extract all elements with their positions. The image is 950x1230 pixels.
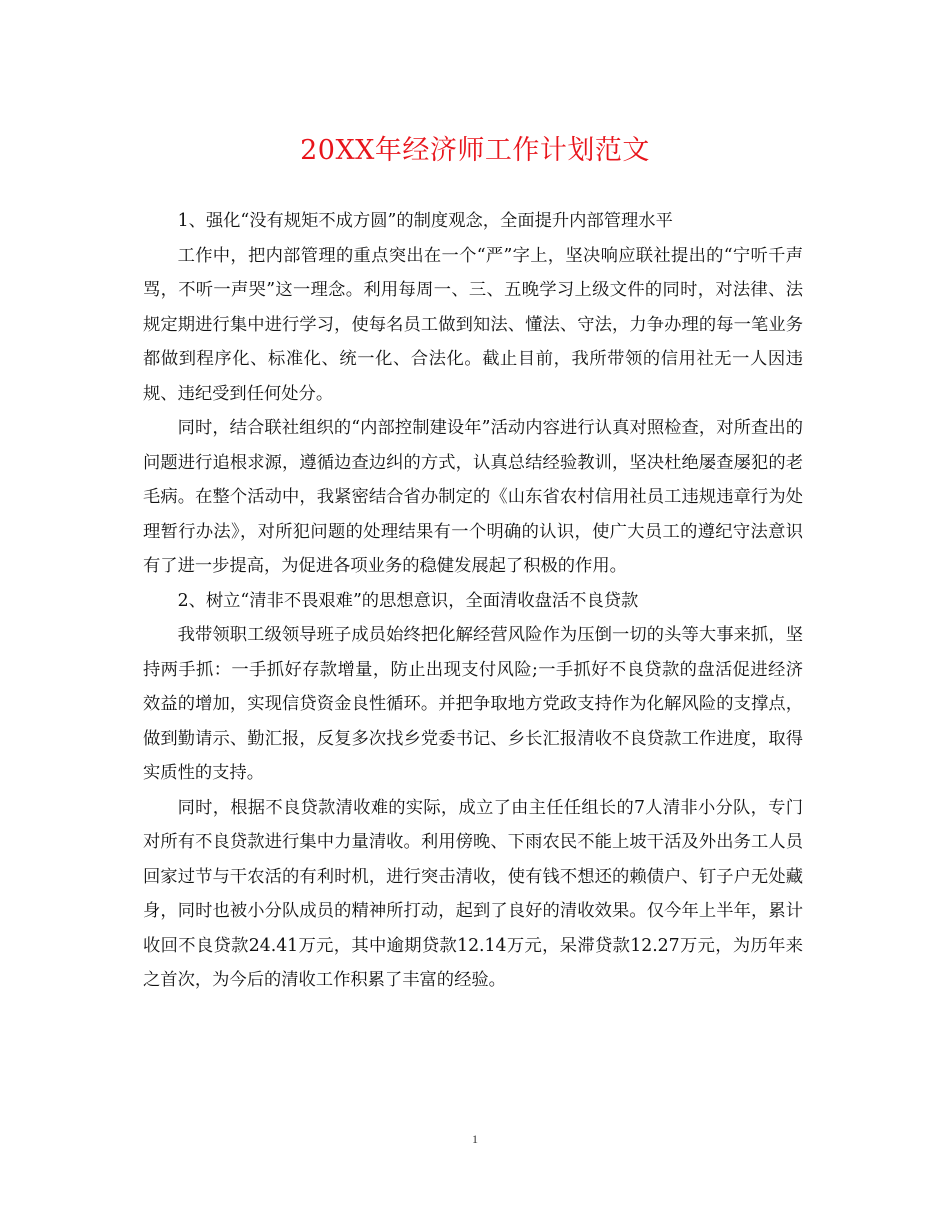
body-paragraph-1: 工作中，把内部管理的重点突出在一个“严”字上，坚决响应联社提出的“宁听千声骂，不听一声哭”这一理念。利用每周一、三、五晚学习上级文件的同时，对法律、法规定期进行集中进行学习，使每名员工做到知法、懂法、守法，力争办理的每一笔业务都做到程序化、标准化、统一化、合法化。截止目前，我所带领的信用社无一人因违规、违纪受到任何处分。	[143, 245, 803, 404]
section-heading-2: 2、树立“清非不畏艰难”的思想意识，全面清收盘活不良贷款	[177, 590, 639, 611]
document-body	[143, 204, 803, 998]
page-number: 1	[472, 1132, 478, 1146]
section-heading-1: 1、强化“没有规矩不成方圆”的制度观念，全面提升内部管理水平	[177, 211, 673, 231]
document-title: 20XX年经济师工作计划范文	[300, 135, 650, 166]
body-paragraph-4: 同时，根据不良贷款清收难的实际，成立了由主任任组长的7人清非小分队，专门对所有不良贷款进行集中力量清收。利用傍晚、下雨农民不能上坡干活及外出务工人员回家过节与干农活的有利时机，进行突击清收，使有钱不想还的赖债户、钉子户无处藏身，同时也被小分队成员的精神所打动，起到了良好的清收效果。仅今年上半年，累计收回不良贷款24.41万元，其中逾期贷款12.14万元，呆滞贷款12.27万元，为历年来之首次，为今后的清收工作积累了丰富的经验。	[143, 797, 803, 990]
body-paragraph-2: 同时，结合联社组织的“内部控制建设年”活动内容进行认真对照检查，对所查出的问题进行追根求源，遵循边查边纠的方式，认真总结经验教训，坚决杜绝屡查屡犯的老毛病。在整个活动中，我紧密结合省办制定的《山东省农村信用社员工违规违章行为处理暂行办法》，对所犯问题的处理结果有一个明确的认识，使广大员工的遵纪守法意识有了进一步提高，为促进各项业务的稳健发展起了积极的作用。	[143, 418, 803, 576]
body-paragraph-3: 我带领职工级领导班子成员始终把化解经营风险作为压倒一切的头等大事来抓，坚持两手抓：一手抓好存款增量，防止出现支付风险;一手抓好不良贷款的盘活促进经济效益的增加，实现信贷资金良性循环。并把争取地方党政支持作为化解风险的支撑点，做到勤请示、勤汇报，反复多次找乡党委书记、乡长汇报清收不良贷款工作进度，取得实质性的支持。	[143, 625, 803, 783]
